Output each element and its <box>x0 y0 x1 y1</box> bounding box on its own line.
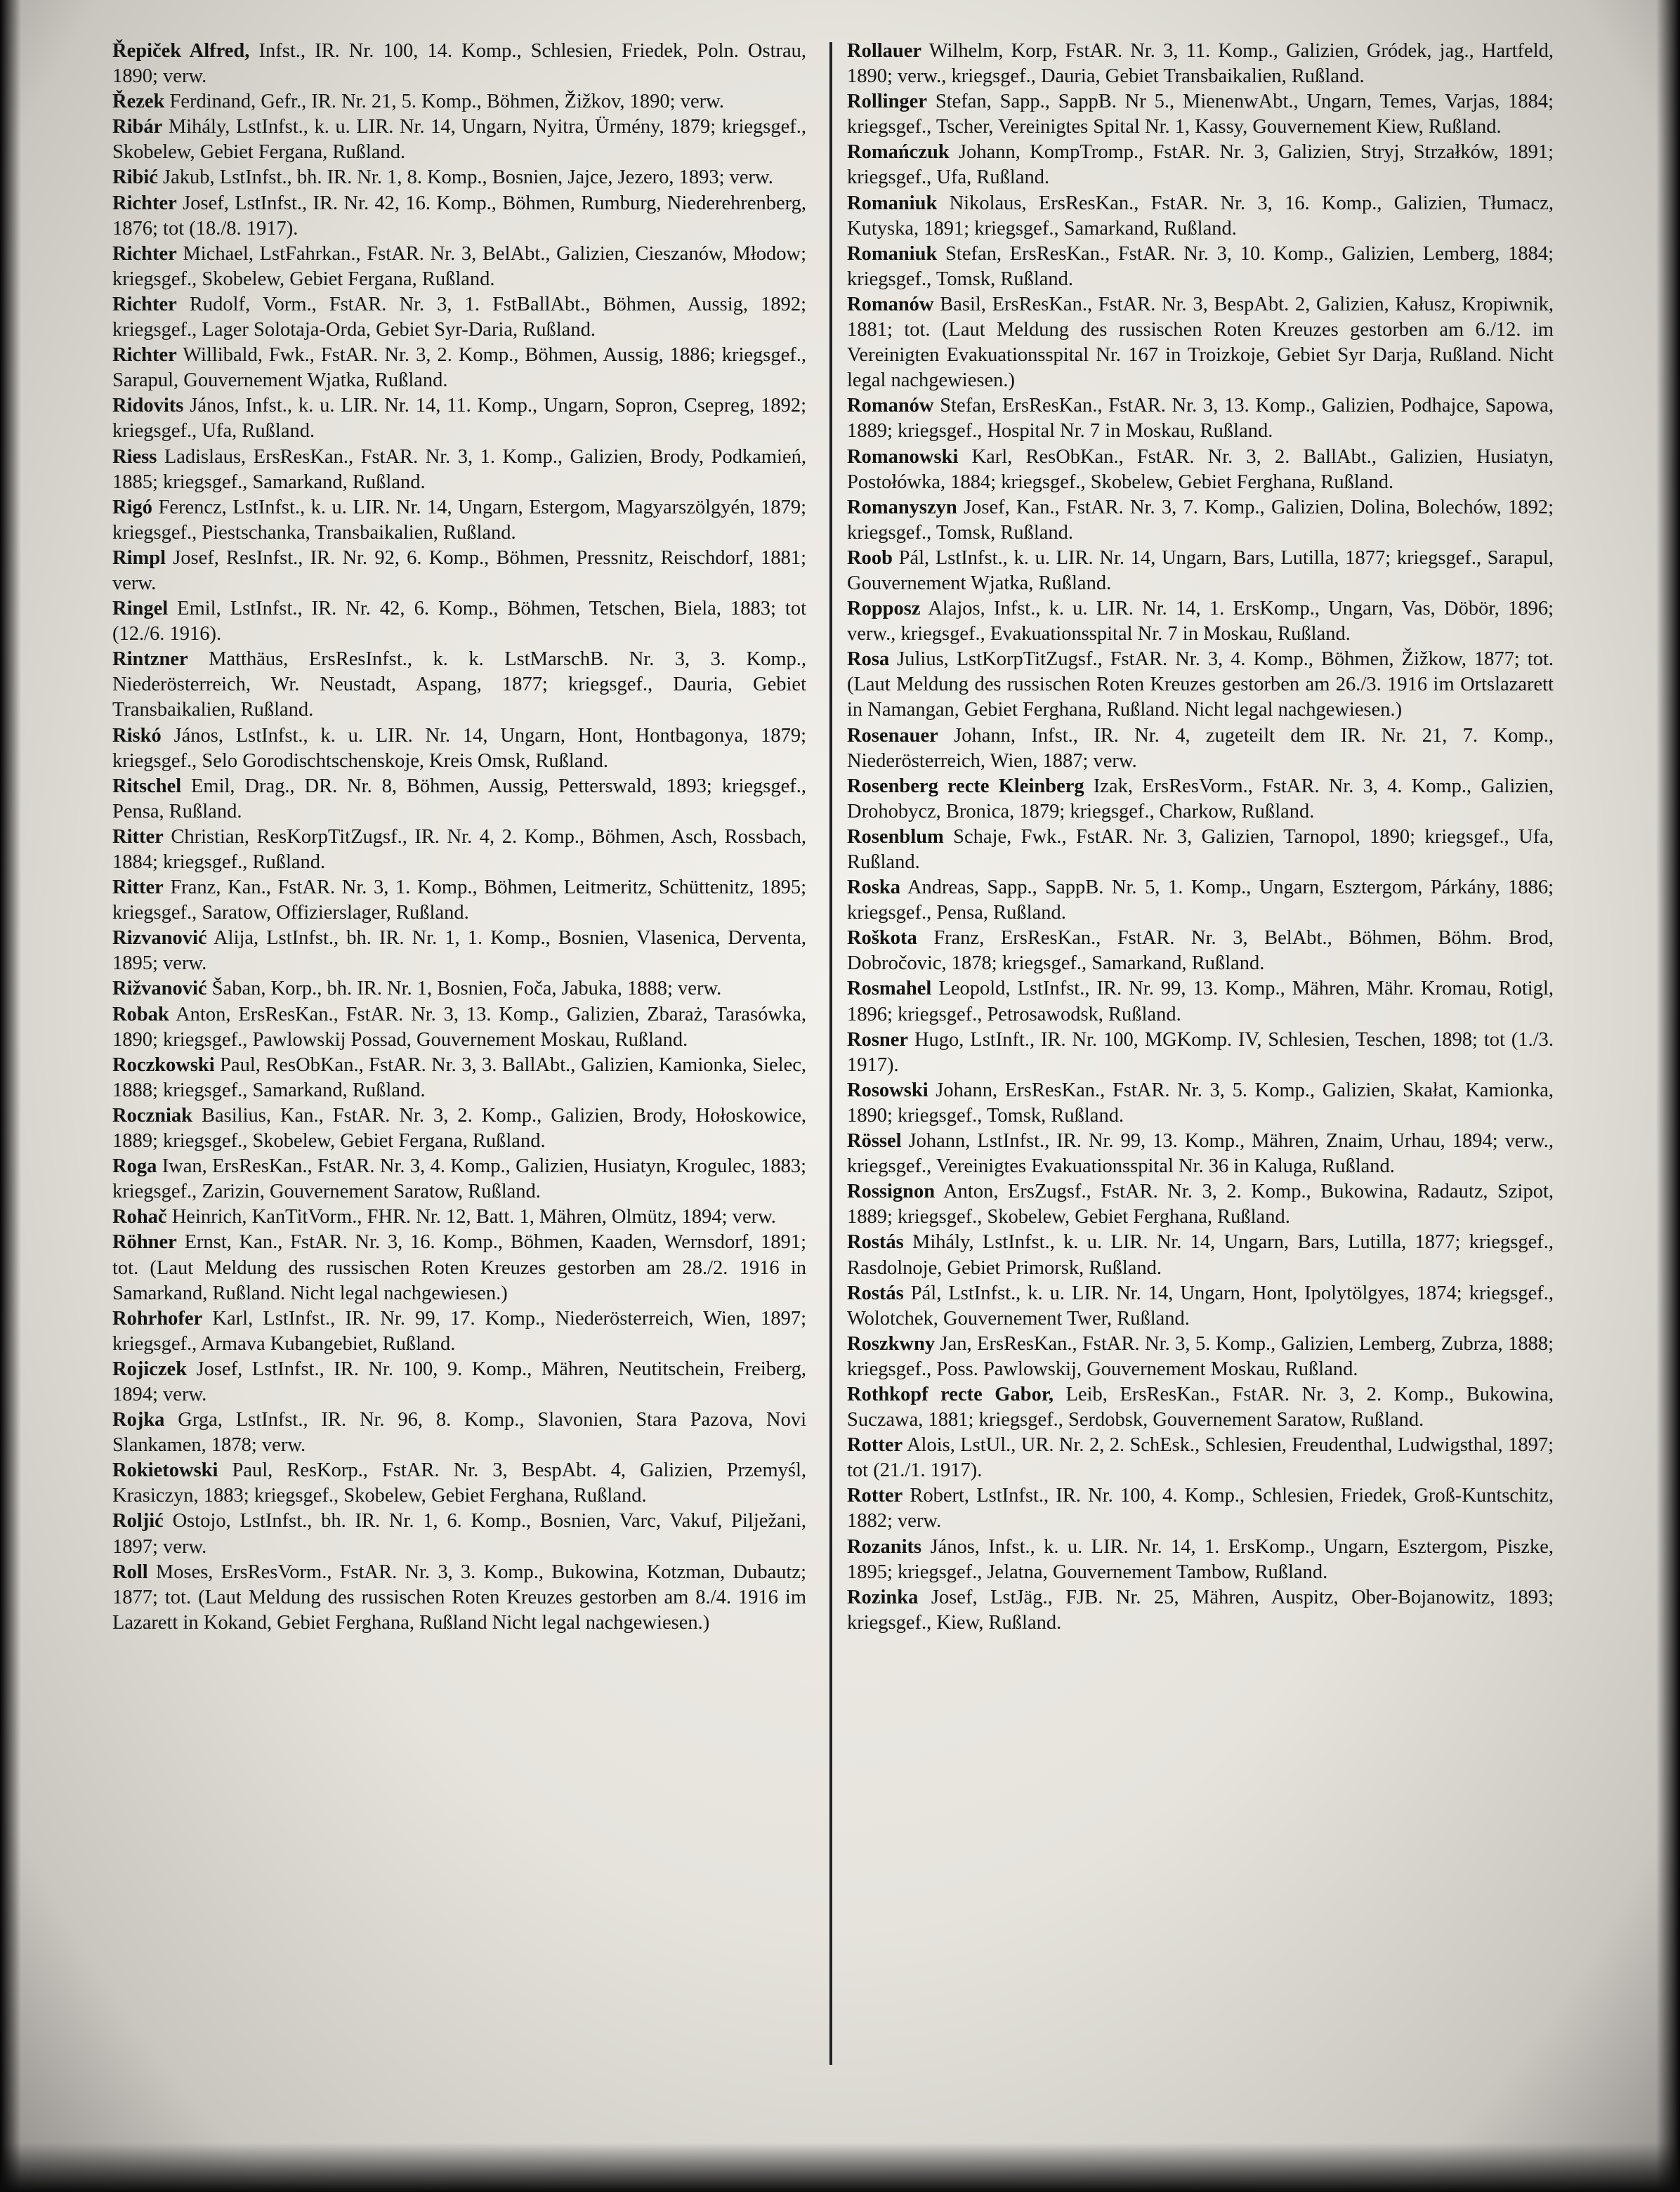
list-entry <box>112 825 806 875</box>
entry-details: Jan, ErsResKan., FstAR. Nr. 3, 5. Komp., Galizien, Lemberg, Zubrza, 1888; kriegsgef., Poss. Pawlowskij, Gouvernement Moskau, Rußland. <box>847 1332 1554 1380</box>
entry-surname: Rižvanović <box>112 978 207 1000</box>
list-entry <box>112 242 806 292</box>
entry-details: Josef, Kan., FstAR. Nr. 3, 7. Komp., Galizien, Dolina, Bolechów, 1892; kriegsgef., Tomsk, Rußland. <box>847 496 1554 544</box>
list-entry <box>112 1230 806 1306</box>
list-entry <box>112 445 806 495</box>
entry-details: Rudolf, Vorm., FstAR. Nr. 3, 1. FstBallAbt., Böhmen, Aussig, 1892; kriegsgef., Lager Solotaja-Orda, Gebiet Syr-Daria, Rußland. <box>112 293 806 341</box>
entry-surname: Romańczuk <box>847 141 950 164</box>
entry-details: Ladislaus, ErsResKan., FstAR. Nr. 3, 1. Komp., Galizien, Brody, Podkamień, 1885; kriegsgef., Samarkand, Rußland. <box>112 445 806 493</box>
entry-details: Ernst, Kan., FstAR. Nr. 3, 16. Komp., Böhmen, Kaaden, Wernsdorf, 1891; tot. (Laut Meldung des russischen Roten Kreuzes gestorben am 28./2. 1916 in Samarkand, Rußland. Nicht legal nachgewiesen.) <box>112 1231 806 1304</box>
list-entry <box>112 976 806 1002</box>
list-entry <box>112 89 806 114</box>
entry-surname: Romanowski <box>847 445 959 468</box>
entry-surname: Ringel <box>112 598 169 620</box>
entry-details: Alois, LstUl., UR. Nr. 2, 2. SchEsk., Schlesien, Freudenthal, Ludwigsthal, 1897; tot (21./1. 1917). <box>847 1434 1554 1482</box>
entry-surname: Roczniak <box>112 1104 192 1127</box>
entry-surname: Romanyszyn <box>847 496 957 518</box>
entry-details: Anton, ErsResKan., FstAR. Nr. 3, 13. Komp., Galizien, Zbaraż, Tarasówka, 1890; kriegsgef., Pawlowskij Possad, Gouvernement Moskau, Rußland. <box>112 1003 806 1051</box>
entry-details: Schaje, Fwk., FstAR. Nr. 3, Galizien, Tarnopol, 1890; kriegsgef., Ufa, Rußland. <box>847 825 1554 873</box>
list-entry <box>847 393 1554 444</box>
entry-details: Stefan, Sapp., SappB. Nr 5., MienenwAbt., Ungarn, Temes, Varjas, 1884; kriegsgef., Tscher, Vereinigtes Spital Nr. 1, Kassy, Gouvernement Kiew, Rußland. <box>847 91 1554 138</box>
entry-surname: Richter <box>112 192 177 214</box>
entry-surname: Ropposz <box>847 598 921 620</box>
list-entry <box>112 1509 806 1559</box>
entry-surname: Ribár <box>112 116 163 138</box>
list-entry <box>847 1433 1554 1483</box>
list-entry <box>112 1458 806 1509</box>
list-entry <box>112 1053 806 1103</box>
entry-details: János, Infst., k. u. LIR. Nr. 14, 1. ErsKomp., Ungarn, Esztergom, Piszke, 1895; kriegsgef., Jelatna, Gouvernement Tambow, Rußland. <box>847 1535 1554 1583</box>
entry-details: János, LstInfst., k. u. LIR. Nr. 14, Ungarn, Hont, Hontbagonya, 1879; kriegsgef., Selo Gorodischtschenskoje, Kreis Omsk, Rußland. <box>112 724 806 772</box>
entry-details: Emil, Drag., DR. Nr. 8, Böhmen, Aussig, Petterswald, 1893; kriegsgef., Pensa, Rußland. <box>112 775 806 822</box>
entry-details: Johann, Infst., IR. Nr. 4, zugeteilt dem IR. Nr. 21, 7. Komp., Niederösterreich, Wien, 1887; verw. <box>847 724 1554 772</box>
list-entry <box>847 875 1554 926</box>
list-entry <box>112 165 806 190</box>
list-entry <box>112 875 806 926</box>
entry-surname: Romaniuk <box>847 192 938 214</box>
entry-surname: Rothkopf recte Gabor, <box>847 1383 1054 1405</box>
entry-surname: Ritter <box>112 877 164 899</box>
entry-surname: Rizvanović <box>112 927 207 950</box>
entry-surname: Rohač <box>112 1206 167 1228</box>
entry-surname: Riess <box>112 445 157 468</box>
list-entry <box>112 39 806 89</box>
entry-details: Izak, ErsResVorm., FstAR. Nr. 3, 4. Komp., Galizien, Drohobycz, Bronica, 1879; kriegsgef., Charkow, Rußland. <box>847 775 1554 822</box>
list-entry <box>847 1028 1554 1078</box>
entry-surname: Romanów <box>847 395 934 417</box>
scan-edge-left <box>0 0 21 2192</box>
entry-surname: Rollinger <box>847 91 927 113</box>
entry-surname: Rollauer <box>847 40 922 62</box>
list-entry <box>112 191 806 242</box>
list-entry <box>847 1179 1554 1230</box>
entry-surname: Roszkwny <box>847 1332 936 1355</box>
entry-surname: Rozanits <box>847 1535 922 1558</box>
entry-details: Grga, LstInfst., IR. Nr. 96, 8. Komp., Slavonien, Stara Pazova, Novi Slankamen, 1878; verw. <box>112 1409 806 1457</box>
entry-details: Emil, LstInfst., IR. Nr. 42, 6. Komp., Böhmen, Tetschen, Biela, 1883; tot (12./6. 1916). <box>112 598 806 645</box>
list-entry <box>112 343 806 393</box>
entry-details: Mihály, LstInfst., k. u. LIR. Nr. 14, Ungarn, Bars, Lutilla, 1877; kriegsgef., Rasdolnoje, Gebiet Primorsk, Rußland. <box>847 1231 1554 1279</box>
entry-surname: Rozinka <box>847 1586 919 1608</box>
entry-details: Leopold, LstInfst., IR. Nr. 99, 13. Komp., Mähren, Mähr. Kromau, Rotigl, 1896; kriegsgef., Petrosawodsk, Rußland. <box>847 978 1554 1025</box>
scan-edge-bottom <box>0 2143 1680 2192</box>
list-entry <box>112 1407 806 1458</box>
entry-surname: Romaniuk <box>847 242 938 265</box>
entry-details: Paul, ResObKan., FstAR. Nr. 3, 3. BallAbt., Galizien, Kamionka, Sielec, 1888; kriegsgef., Samarkand, Rußland. <box>112 1054 806 1101</box>
list-entry <box>112 774 806 825</box>
entry-details: Johann, ErsResKan., FstAR. Nr. 3, 5. Komp., Galizien, Skałat, Kamionka, 1890; kriegsgef., Tomsk, Rußland. <box>847 1079 1554 1127</box>
list-entry <box>847 1078 1554 1129</box>
list-entry <box>112 546 806 596</box>
entry-surname: Rokietowski <box>112 1459 218 1482</box>
list-entry <box>847 976 1554 1027</box>
entry-details: Josef, LstJäg., FJB. Nr. 25, Mähren, Auspitz, Ober-Bojanowitz, 1893; kriegsgef., Kiew, Rußland. <box>847 1586 1554 1634</box>
list-entry <box>112 647 806 723</box>
entry-details: Basil, ErsResKan., FstAR. Nr. 3, BespAbt. 2, Galizien, Kałusz, Kropiwnik, 1881; tot. (Laut Meldung des russischen Roten Kreuzes gestorben am 6./12. im Vereinigten Evakuationsspital Nr. 167 in Troizkoje, Gebiet Syr Darja, Rußland. Nicht legal nachgewiesen.) <box>847 293 1554 392</box>
entry-details: Pál, LstInfst., k. u. LIR. Nr. 14, Ungarn, Bars, Lutilla, 1877; kriegsgef., Sarapul, Gouvernement Wjatka, Rußland. <box>847 546 1554 594</box>
list-entry <box>847 140 1554 190</box>
entry-details: Christian, ResKorpTitZugsf., IR. Nr. 4, 2. Komp., Böhmen, Asch, Rossbach, 1884; kriegsgef., Rußland. <box>112 825 806 873</box>
list-entry <box>847 1483 1554 1534</box>
entry-details: Stefan, ErsResKan., FstAR. Nr. 3, 10. Komp., Galizien, Lemberg, 1884; kriegsgef., Tomsk, Rußland. <box>847 242 1554 290</box>
list-entry <box>112 1357 806 1407</box>
list-entry <box>847 723 1554 774</box>
entry-surname: Rosmahel <box>847 978 932 1000</box>
right-column <box>847 39 1554 2146</box>
entry-surname: Richter <box>112 293 177 315</box>
entry-details: Karl, ResObKan., FstAR. Nr. 3, 2. BallAbt., Galizien, Husiatyn, Postołówka, 1884; kriegsgef., Skobelew, Gebiet Ferghana, Rußland. <box>847 445 1554 493</box>
list-entry <box>847 242 1554 292</box>
entry-surname: Rotter <box>847 1485 903 1507</box>
list-entry <box>112 495 806 546</box>
entry-details: Andreas, Sapp., SappB. Nr. 5, 1. Komp., Ungarn, Esztergom, Párkány, 1886; kriegsgef., Pensa, Rußland. <box>847 877 1554 924</box>
entry-details: Josef, LstInfst., IR. Nr. 42, 16. Komp., Böhmen, Rumburg, Niederehrenberg, 1876; tot (18./8. 1917). <box>112 192 806 239</box>
left-column <box>112 39 806 2146</box>
entry-details: Heinrich, KanTitVorm., FHR. Nr. 12, Batt. 1, Mähren, Olmütz, 1894; verw. <box>166 1206 776 1228</box>
entry-details: Jakub, LstInfst., bh. IR. Nr. 1, 8. Komp., Bosnien, Jajce, Jezero, 1893; verw. <box>157 166 773 189</box>
entry-surname: Rössel <box>847 1130 902 1153</box>
entry-details: Infst., IR. Nr. 100, 14. Komp., Schlesien, Friedek, Poln. Ostrau, 1890; verw. <box>112 40 806 88</box>
entry-details: Stefan, ErsResKan., FstAR. Nr. 3, 13. Komp., Galizien, Podhajce, Sapowa, 1889; kriegsgef., Hospital Nr. 7 in Moskau, Rußland. <box>847 395 1554 442</box>
entry-details: Leib, ErsResKan., FstAR. Nr. 3, 2. Komp., Bukowina, Suczawa, 1881; kriegsgef., Serdobsk, Gouvernement Saratow, Rußland. <box>847 1383 1554 1431</box>
entry-surname: Roska <box>847 877 901 899</box>
list-entry <box>847 1535 1554 1585</box>
entry-details: Mihály, LstInfst., k. u. LIR. Nr. 14, Ungarn, Nyitra, Ürmény, 1879; kriegsgef., Skobelew, Gebiet Fergana, Rußland. <box>112 116 806 164</box>
list-entry <box>112 1306 806 1357</box>
entry-surname: Rojiczek <box>112 1358 188 1380</box>
list-entry <box>847 1585 1554 1636</box>
entry-surname: Richter <box>112 242 177 265</box>
entry-details: Alajos, Infst., k. u. LIR. Nr. 14, 1. ErsKomp., Ungarn, Vas, Döbör, 1896; verw., kriegsgef., Evakuationsspital Nr. 7 in Moskau, Rußland. <box>847 598 1554 645</box>
entry-surname: Rotter <box>847 1434 903 1457</box>
entry-surname: Rojka <box>112 1409 165 1431</box>
scan-edge-right <box>1656 0 1680 2192</box>
entry-surname: Rosner <box>847 1028 909 1051</box>
entry-details: János, Infst., k. u. LIR. Nr. 14, 11. Komp., Ungarn, Sopron, Csepreg, 1892; kriegsgef., Ufa, Rußland. <box>112 395 806 442</box>
list-entry <box>847 1332 1554 1382</box>
entry-surname: Rosenberg recte Kleinberg <box>847 775 1084 797</box>
entry-surname: Richter <box>112 344 177 367</box>
entry-surname: Roob <box>847 546 893 569</box>
entry-details: Anton, ErsZugsf., FstAR. Nr. 3, 2. Komp., Bukowina, Radautz, Szipot, 1889; kriegsgef., Skobelew, Gebiet Ferghana, Rußland. <box>847 1181 1554 1228</box>
entry-surname: Rintzner <box>112 648 188 671</box>
entry-surname: Roškota <box>847 927 917 950</box>
entry-surname: Rigó <box>112 496 152 518</box>
list-entry <box>847 1230 1554 1280</box>
entry-details: Wilhelm, Korp, FstAR. Nr. 3, 11. Komp., Galizien, Gródek, jag., Hartfeld, 1890; verw., kriegsgef., Dauria, Gebiet Transbaikalien, Rußland. <box>847 40 1554 88</box>
entry-details: Willibald, Fwk., FstAR. Nr. 3, 2. Komp., Böhmen, Aussig, 1886; kriegsgef., Sarapul, Gouvernement Wjatka, Rußland. <box>112 344 806 392</box>
entry-surname: Ribić <box>112 166 158 189</box>
list-entry <box>112 723 806 774</box>
list-entry <box>847 774 1554 825</box>
entry-details: Basilius, Kan., FstAR. Nr. 3, 2. Komp., Galizien, Brody, Hołoskowice, 1889; kriegsgef., Skobelew, Gebiet Fergana, Rußland. <box>112 1104 806 1153</box>
list-entry <box>112 1205 806 1230</box>
list-entry <box>847 1281 1554 1332</box>
entry-surname: Riskó <box>112 724 162 747</box>
list-entry <box>847 292 1554 393</box>
entry-details: Nikolaus, ErsResKan., FstAR. Nr. 3, 16. Komp., Galizien, Tłumacz, Kutyska, 1891; kriegsgef., Samarkand, Rußland. <box>847 192 1554 239</box>
list-entry <box>847 1129 1554 1179</box>
list-entry <box>112 926 806 976</box>
entry-surname: Roczkowski <box>112 1054 215 1076</box>
list-entry <box>847 89 1554 140</box>
entry-details: Hugo, LstInft., IR. Nr. 100, MGKomp. IV, Schlesien, Teschen, 1898; tot (1./3. 1917). <box>847 1028 1554 1076</box>
list-entry <box>847 445 1554 495</box>
entry-details: Moses, ErsResVorm., FstAR. Nr. 3, 3. Komp., Bukowina, Kotzman, Dubautz; 1877; tot. (Laut Meldung des russischen Roten Kreuzes gestorben am 8./4. 1916 im Lazarett in Kokand, Gebiet Ferghana, Rußland Nicht legal nachgewiesen.) <box>112 1561 806 1634</box>
entry-surname: Romanów <box>847 293 934 315</box>
list-entry <box>112 114 806 165</box>
entry-surname: Ritter <box>112 825 164 848</box>
entry-surname: Rosa <box>847 648 890 671</box>
entry-surname: Rosowski <box>847 1079 928 1101</box>
list-entry <box>847 39 1554 89</box>
entry-surname: Roll <box>112 1561 148 1583</box>
entry-details: Robert, LstInfst., IR. Nr. 100, 4. Komp., Schlesien, Friedek, Groß-Kuntschitz, 1882; verw. <box>847 1485 1554 1533</box>
entry-surname: Robak <box>112 1003 169 1025</box>
list-entry <box>112 1560 806 1636</box>
entry-details: Paul, ResKorp., FstAR. Nr. 3, BespAbt. 4, Galizien, Przemyśl, Krasiczyn, 1883; kriegsgef., Skobelew, Gebiet Ferghana, Rußland. <box>112 1459 806 1507</box>
list-entry <box>847 825 1554 875</box>
entry-details: Ferdinand, Gefr., IR. Nr. 21, 5. Komp., Böhmen, Žižkov, 1890; verw. <box>164 91 724 113</box>
entry-surname: Rossignon <box>847 1181 936 1203</box>
entry-surname: Rostás <box>847 1282 904 1304</box>
entry-details: Josef, ResInfst., IR. Nr. 92, 6. Komp., Böhmen, Pressnitz, Reischdorf, 1881; verw. <box>112 546 806 594</box>
entry-surname: Roga <box>112 1155 157 1178</box>
entry-details: Josef, LstInfst., IR. Nr. 100, 9. Komp., Mähren, Neutitschein, Freiberg, 1894; verw. <box>112 1358 806 1405</box>
list-entry <box>112 393 806 444</box>
list-entry <box>112 1154 806 1205</box>
entry-details: Iwan, ErsResKan., FstAR. Nr. 3, 4. Komp., Galizien, Husiatyn, Krogulec, 1883; kriegsgef., Zarizin, Gouvernement Saratow, Rußland. <box>112 1155 806 1203</box>
entry-surname: Rimpl <box>112 546 166 569</box>
entry-surname: Rosenauer <box>847 724 938 747</box>
entry-surname: Ridovits <box>112 395 184 417</box>
entry-details: Johann, LstInfst., IR. Nr. 99, 13. Komp., Mähren, Znaim, Urhau, 1894; verw., kriegsgef., Vereinigtes Evakuationsspital Nr. 36 in Kaluga, Rußland. <box>847 1130 1554 1178</box>
entry-details: Ferencz, LstInfst., k. u. LIR. Nr. 14, Ungarn, Estergom, Magyarszölgyén, 1879; kriegsgef., Piestschanka, Transbaikalien, Rußland. <box>112 496 806 544</box>
list-entry <box>112 1002 806 1053</box>
entry-surname: Rostás <box>847 1231 904 1254</box>
list-entry <box>112 292 806 343</box>
entry-surname: Rosenblum <box>847 825 944 848</box>
list-entry <box>847 191 1554 242</box>
list-entry <box>847 1382 1554 1433</box>
list-entry <box>847 546 1554 596</box>
entry-details: Julius, LstKorpTitZugsf., FstAR. Nr. 3, 4. Komp., Böhmen, Žižkow, 1877; tot. (Laut Meldung des russischen Roten Kreuzes gestorben am 26./3. 1916 im Ortslazarett in Namangan, Gebiet Ferghana, Rußland. Nicht legal nachgewiesen.) <box>847 648 1554 721</box>
entry-surname: Roljić <box>112 1510 164 1533</box>
entry-details: Alija, LstInfst., bh. IR. Nr. 1, 1. Komp., Bosnien, Vlasenica, Derventa, 1895; verw. <box>112 927 806 975</box>
entry-surname: Ritschel <box>112 775 182 797</box>
entry-surname: Rohrhofer <box>112 1307 203 1330</box>
entry-details: Franz, Kan., FstAR. Nr. 3, 1. Komp., Böhmen, Leitmeritz, Schüttenitz, 1895; kriegsgef., Saratow, Offizierslager, Rußland. <box>112 877 806 924</box>
list-entry <box>847 495 1554 546</box>
entry-details: Karl, LstInfst., IR. Nr. 99, 17. Komp., Niederösterreich, Wien, 1897; kriegsgef., Armava Kubangebiet, Rußland. <box>112 1307 806 1355</box>
entry-details: Šaban, Korp., bh. IR. Nr. 1, Bosnien, Foča, Jabuka, 1888; verw. <box>206 978 722 1000</box>
entry-details: Ostojo, LstInfst., bh. IR. Nr. 1, 6. Komp., Bosnien, Varc, Vakuf, Pilježani, 1897; verw. <box>112 1510 806 1558</box>
list-entry <box>112 596 806 647</box>
list-entry <box>847 926 1554 976</box>
entry-details: Pál, LstInfst., k. u. LIR. Nr. 14, Ungarn, Hont, Ipolytölgyes, 1874; kriegsgef., Wolotchek, Gouvernement Twer, Rußland. <box>847 1282 1554 1330</box>
entry-details: Franz, ErsResKan., FstAR. Nr. 3, BelAbt., Böhmen, Böhm. Brod, Dobročovic, 1878; kriegsgef., Samarkand, Rußland. <box>847 927 1554 975</box>
entry-surname: Řezek <box>112 91 165 113</box>
entry-surname: Röhner <box>112 1231 177 1254</box>
list-entry <box>847 596 1554 647</box>
entry-details: Michael, LstFahrkan., FstAR. Nr. 3, BelAbt., Galizien, Cieszanów, Młodow; kriegsgef., Skobelew, Gebiet Fergana, Rußland. <box>112 242 806 290</box>
entry-details: Johann, KompTromp., FstAR. Nr. 3, Galizien, Stryj, Strzałków, 1891; kriegsgef., Ufa, Rußland. <box>847 141 1554 189</box>
entry-details: Matthäus, ErsResInfst., k. k. LstMarschB. Nr. 3, 3. Komp., Niederösterreich, Wr. Neustadt, Aspang, 1877; kriegsgef., Dauria, Gebiet Transbaikalien, Rußland. <box>112 648 806 721</box>
entry-surname: Řepiček Alfred, <box>112 40 250 62</box>
list-entry <box>847 647 1554 723</box>
column-divider <box>829 42 832 2065</box>
list-entry <box>112 1103 806 1154</box>
